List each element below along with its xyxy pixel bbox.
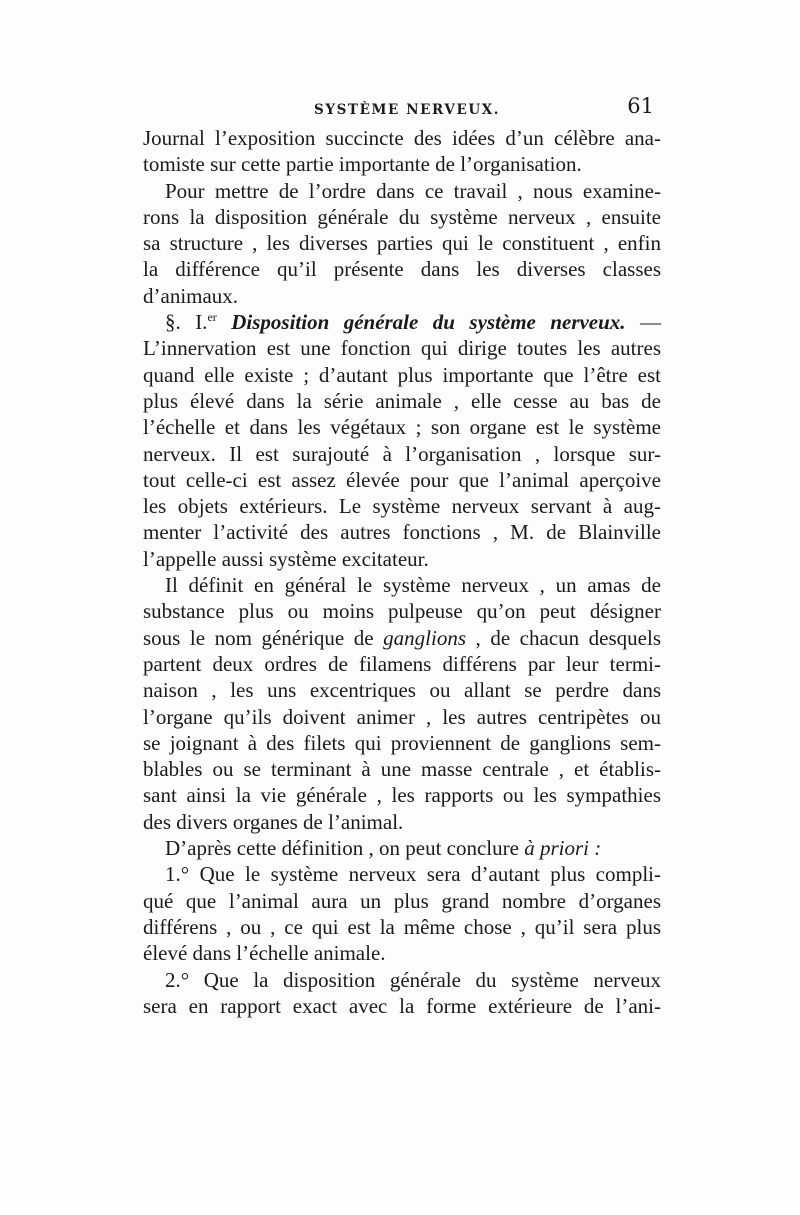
text-line: l’échelle et dans les végétaux ; son organe est le système (143, 415, 661, 440)
text-line: plus élevé dans la série animale , elle cesse au bas de (143, 388, 661, 413)
text-line: des divers organes de l’animal. (143, 809, 404, 834)
running-title: SYSTÈME NERVEUX. (314, 102, 501, 118)
text-line: sa structure , les diverses parties qui le constituent , enfin (143, 231, 661, 256)
ganglions-term: ganglions (383, 625, 466, 650)
text-line: 2.° Que la disposition générale du système nerveux (165, 967, 661, 992)
text-line: tout celle-ci est assez élevée pour que l’animal aperçoive (143, 467, 661, 492)
a-priori-line-start: D’après cette définition , on peut conclure (165, 836, 519, 861)
text-line: se joignant à des filets qui proviennent de ganglions sem- (143, 730, 661, 755)
text-line: naison , les uns excentriques ou allant se perdre dans (143, 678, 661, 703)
text-line: partent deux ordres de filamens différens par leur termi- (143, 651, 661, 676)
text-line: tomiste sur cette partie importante de l’organisation. (143, 152, 582, 177)
text-line: les objets extérieurs. Le système nerveux servant à aug- (143, 494, 661, 519)
section-dash: — (625, 310, 662, 335)
text-line: menter l’activité des autres fonctions , M. de Blainville (143, 520, 661, 545)
section-heading-line (143, 309, 661, 335)
section-title: Disposition générale du système nerveux. (231, 310, 626, 335)
text-line: la différence qu’il présente dans les diverses classes (143, 257, 661, 282)
ganglions-line-end: , de chacun desquels (466, 625, 662, 650)
text-line-ganglions (143, 625, 661, 651)
text-line: Pour mettre de l’ordre dans ce travail , nous examine- (165, 178, 661, 203)
text-line: blables ou se terminant à une masse centrale , et établis- (143, 757, 661, 782)
text-line: qué que l’animal aura un plus grand nombre d’organes (143, 888, 661, 913)
text-line: nerveux. Il est surajouté à l’organisation , lorsque sur- (143, 441, 661, 466)
text-line: rons la disposition générale du système nerveux , ensuite (143, 204, 661, 229)
text-line: 1.° Que le système nerveux sera d’autant plus compli- (165, 862, 661, 887)
text-line: sant ainsi la vie générale , les rapports ou les sympathies (143, 783, 661, 808)
text-line: sera en rapport exact avec la forme extérieure de l’ani- (143, 993, 661, 1018)
a-priori-term: à priori : (524, 836, 602, 861)
section-number: §. I. (165, 310, 208, 335)
text-line: d’animaux. (143, 283, 239, 308)
text-line: quand elle existe ; d’autant plus importante que l’être est (143, 362, 661, 387)
body-text (143, 125, 661, 1019)
text-line: Il définit en général le système nerveux , un amas de (165, 573, 661, 598)
ganglions-line-start: sous le nom générique de (143, 625, 374, 650)
text-line: l’organe qu’ils doivent animer , les autres centripètes ou (143, 704, 661, 729)
section-number-superscript: er (207, 310, 217, 325)
text-line: différens , ou , ce qui est la même chose , qu’il sera plus (143, 914, 661, 939)
text-line: élevé dans l’échelle animale. (143, 941, 386, 966)
text-line: substance plus ou moins pulpeuse qu’on peut désigner (143, 599, 661, 624)
text-line-a-priori (143, 835, 661, 861)
text-line: L’innervation est une fonction qui dirige toutes les autres (143, 336, 661, 361)
text-line: l’appelle aussi système excitateur. (143, 546, 429, 571)
text-line: Journal l’exposition succincte des idées d’un célèbre ana- (143, 126, 661, 150)
page-number: 61 (627, 94, 654, 118)
page-header (142, 94, 658, 126)
